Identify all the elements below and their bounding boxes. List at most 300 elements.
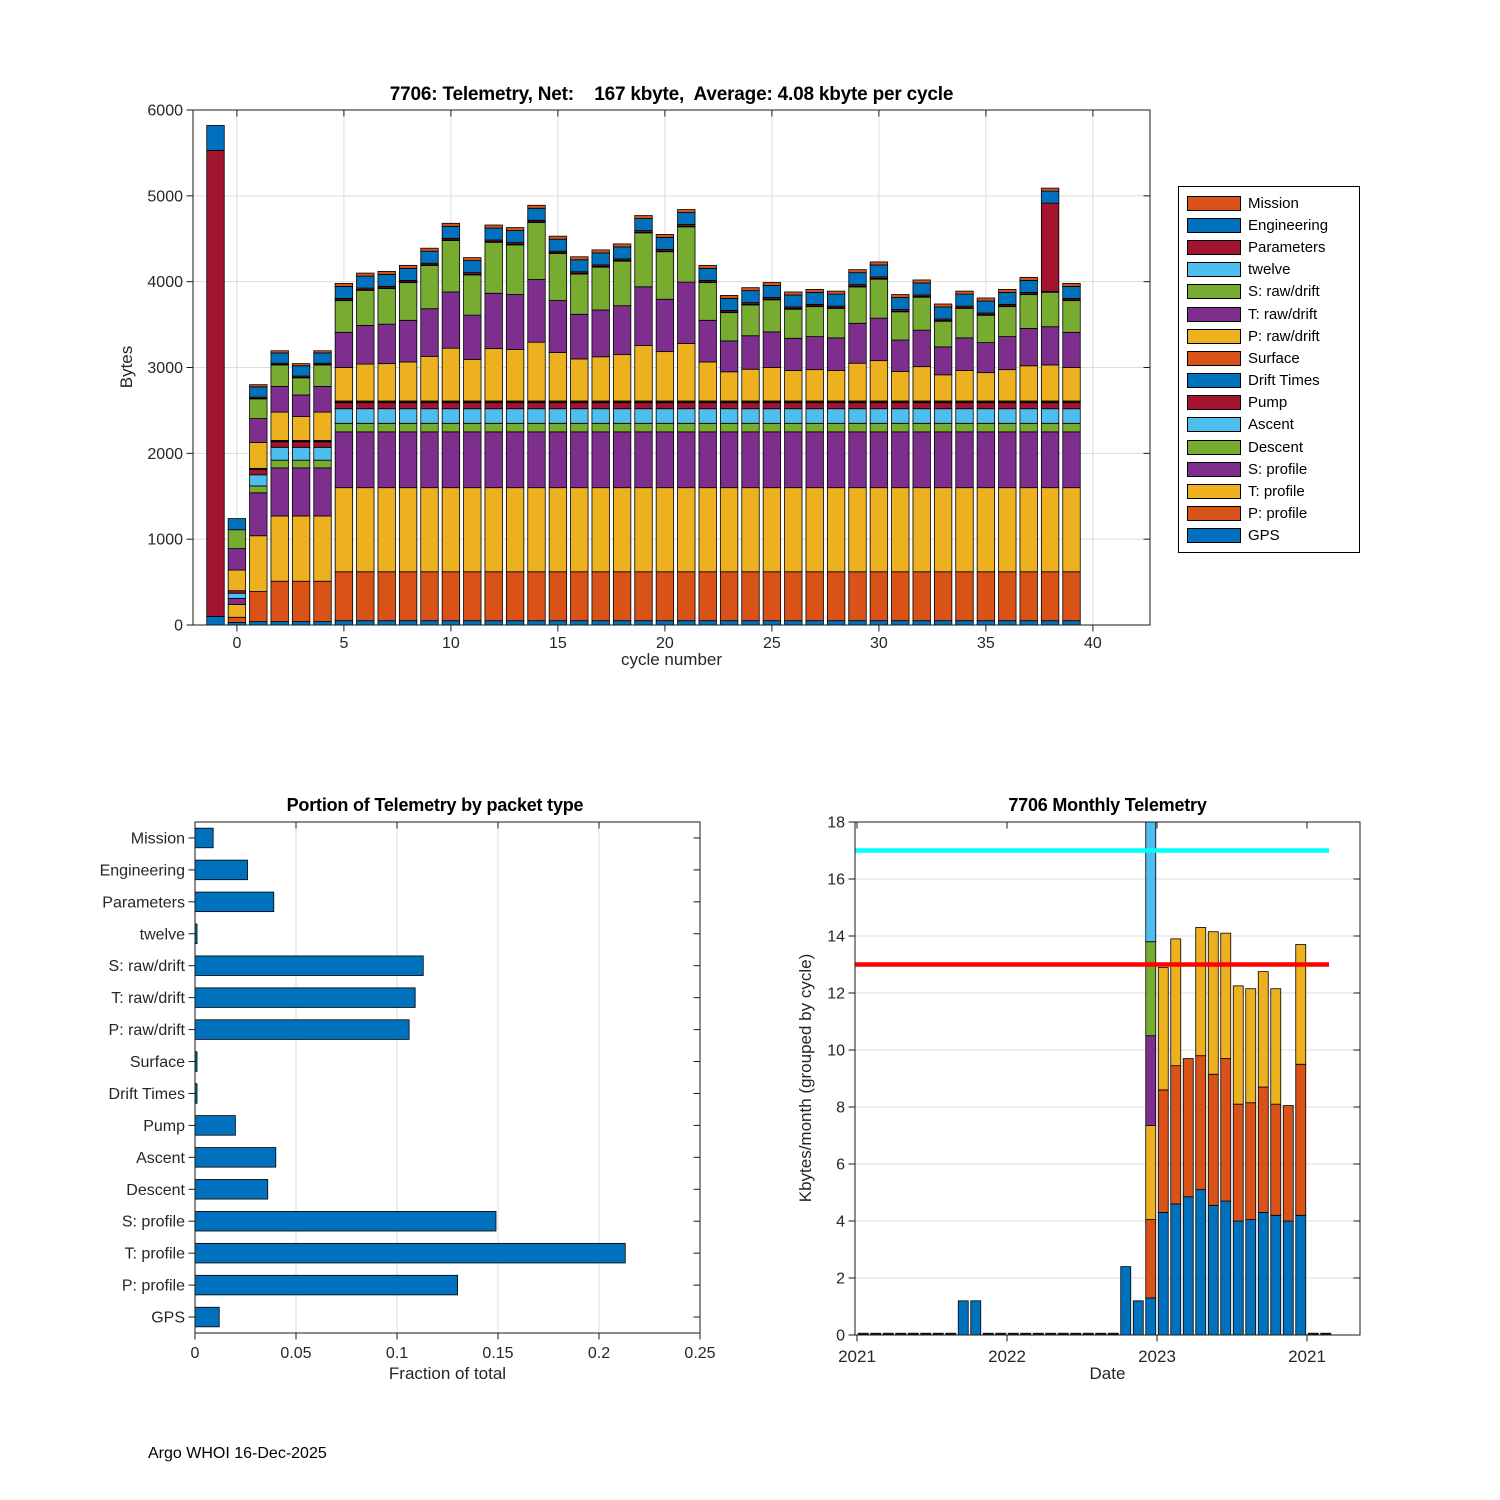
stacked-bar-segment <box>506 572 523 621</box>
stacked-bar-segment <box>1063 286 1081 298</box>
stacked-bar-segment <box>870 265 888 277</box>
stacked-bar-segment <box>827 409 845 424</box>
stacked-bar-segment <box>849 363 867 401</box>
stacked-bar-segment <box>378 271 396 274</box>
stacked-bar-segment <box>485 572 503 621</box>
h-bar <box>195 1211 496 1231</box>
monthly-bar-segment <box>1271 1104 1281 1215</box>
stacked-bar-segment <box>250 470 267 475</box>
stacked-bar-segment <box>785 621 803 625</box>
stacked-bar-segment <box>720 409 738 424</box>
stacked-bar-segment <box>1041 365 1059 401</box>
stacked-bar-segment <box>956 432 974 488</box>
monthly-bar-segment <box>1158 1090 1168 1213</box>
stacked-bar-segment <box>464 409 482 424</box>
monthly-bar-segment <box>1146 1220 1156 1298</box>
stacked-bar-segment <box>806 621 824 625</box>
stacked-bar-segment <box>421 356 439 401</box>
stacked-bar-segment <box>1020 366 1037 401</box>
legend-entry <box>1187 484 1359 500</box>
x-tick-label: 2022 <box>988 1347 1026 1366</box>
stacked-bar-segment <box>314 365 332 386</box>
stacked-bar-segment <box>485 225 503 228</box>
stacked-bar-segment <box>1020 409 1037 424</box>
stacked-bar-segment <box>549 253 567 300</box>
stacked-bar-segment <box>292 416 310 440</box>
stacked-bar-segment <box>892 371 910 401</box>
stacked-bar-segment <box>592 403 610 409</box>
stacked-bar-segment <box>892 312 910 340</box>
stacked-bar-segment <box>292 460 310 468</box>
stacked-bar-segment <box>763 432 781 488</box>
stacked-bar-segment <box>913 488 931 572</box>
y-tick-label: 8 <box>836 1099 845 1117</box>
stacked-bar-segment <box>977 373 995 401</box>
stacked-bar-segment <box>314 460 332 468</box>
y-tick-label: 0 <box>836 1327 845 1345</box>
stacked-bar-segment <box>378 423 396 432</box>
stacked-bar-segment <box>977 301 995 313</box>
stacked-bar-segment <box>934 321 952 347</box>
category-label: Mission <box>130 830 185 848</box>
legend-label: S: raw/drift <box>1248 283 1320 301</box>
legend-label: Mission <box>1248 194 1299 212</box>
stacked-bar-segment <box>870 361 888 401</box>
monthly-bar-segment <box>1296 1064 1306 1215</box>
legend-color-patch <box>1187 307 1241 322</box>
stacked-bar-segment <box>635 621 653 625</box>
category-label: T: raw/drift <box>111 990 185 1008</box>
stacked-bar-segment <box>228 519 246 530</box>
monthly-bar-segment <box>1146 822 1156 942</box>
stacked-bar-segment <box>250 443 267 469</box>
monthly-bar-segment <box>1183 1197 1193 1335</box>
stacked-bar-segment <box>442 348 460 401</box>
legend-label: Drift Times <box>1248 372 1320 390</box>
stacked-bar-segment <box>956 294 974 306</box>
stacked-bar-segment <box>892 409 910 424</box>
legend-color-patch <box>1187 284 1241 299</box>
category-label: S: raw/drift <box>108 958 185 976</box>
legend-color-patch <box>1187 528 1241 543</box>
top-chart-ylabel: Bytes <box>117 345 136 389</box>
monthly-bar-segment <box>1246 989 1256 1103</box>
x-tick-label: 15 <box>549 635 567 652</box>
stacked-bar-segment <box>421 251 439 263</box>
legend-label: Engineering <box>1248 216 1329 234</box>
stacked-bar-segment <box>464 572 482 621</box>
stacked-bar-segment <box>485 423 503 432</box>
stacked-bar-segment <box>977 298 995 301</box>
stacked-bar-segment <box>271 460 289 468</box>
monthly-bar-segment <box>1258 1212 1268 1335</box>
stacked-bar-segment <box>485 293 503 348</box>
stacked-bar-segment <box>870 279 888 318</box>
y-tick-label: 3000 <box>147 360 183 377</box>
legend-color-patch <box>1187 196 1241 211</box>
stacked-bar-segment <box>1063 409 1081 424</box>
stacked-bar-segment <box>292 366 310 376</box>
legend-label: Descent <box>1248 438 1304 456</box>
stacked-bar-segment <box>720 372 738 401</box>
stacked-bar-segment <box>785 423 803 432</box>
stacked-bar-segment <box>442 488 460 572</box>
stacked-bar-segment <box>335 409 353 424</box>
stacked-bar-segment <box>742 336 760 369</box>
x-tick-label: 20 <box>656 635 674 652</box>
stacked-bar-segment <box>870 318 888 360</box>
stacked-bar-segment <box>378 403 396 409</box>
stacked-bar-segment <box>1020 572 1037 621</box>
x-tick-label: 2021 <box>838 1347 876 1366</box>
legend-label: P: raw/drift <box>1248 327 1320 345</box>
stacked-bar-segment <box>613 423 631 432</box>
stacked-bar-segment <box>442 432 460 488</box>
stacked-bar-segment <box>613 572 631 621</box>
stacked-bar-segment <box>656 352 674 401</box>
stacked-bar-segment <box>613 306 631 355</box>
category-label: Pump <box>143 1117 185 1135</box>
stacked-bar-segment <box>1063 423 1081 432</box>
stacked-bar-segment <box>506 231 523 243</box>
stacked-bar-segment <box>399 432 417 488</box>
y-tick-label: 10 <box>827 1042 845 1060</box>
legend-label: S: profile <box>1248 460 1308 478</box>
stacked-bar-segment <box>464 359 482 401</box>
stacked-bar-segment <box>870 403 888 409</box>
legend-entry <box>1187 373 1359 389</box>
monthly-bar-segment <box>1196 1056 1206 1190</box>
y-tick-label: 2 <box>836 1270 845 1288</box>
stacked-bar-segment <box>849 273 867 285</box>
x-tick-label: 0.05 <box>280 1345 312 1362</box>
stacked-bar-segment <box>228 570 246 591</box>
stacked-bar-segment <box>399 572 417 621</box>
stacked-bar-segment <box>785 403 803 409</box>
stacked-bar-segment <box>913 432 931 488</box>
stacked-bar-segment <box>442 241 460 292</box>
stacked-bar-segment <box>913 572 931 621</box>
y-tick-label: 2000 <box>147 445 183 463</box>
stacked-bar-segment <box>785 432 803 488</box>
stacked-bar-segment <box>999 289 1017 292</box>
stacked-bar-segment <box>485 621 503 625</box>
legend-color-patch <box>1187 329 1241 344</box>
stacked-bar-segment <box>314 353 332 363</box>
y-tick-label: 6000 <box>147 102 183 120</box>
y-tick-label: 4000 <box>147 274 183 292</box>
stacked-bar-segment <box>720 295 738 298</box>
stacked-bar-segment <box>571 488 589 572</box>
category-label: twelve <box>139 926 185 944</box>
stacked-bar-segment <box>1041 572 1059 621</box>
monthly-bar-segment <box>1146 1036 1156 1126</box>
stacked-bar-segment <box>656 237 674 249</box>
stacked-bar-segment <box>956 291 974 294</box>
stacked-bar-segment <box>1020 277 1037 280</box>
stacked-bar-segment <box>528 205 546 208</box>
monthly-bar-segment <box>1146 942 1156 1036</box>
x-tick-label: 35 <box>977 635 995 652</box>
monthly-bar-segment <box>1171 939 1181 1066</box>
stacked-bar-segment <box>442 572 460 621</box>
stacked-bar-segment <box>250 592 267 622</box>
stacked-bar-segment <box>485 409 503 424</box>
stacked-bar-segment <box>977 572 995 621</box>
stacked-bar-segment <box>892 403 910 409</box>
stacked-bar-segment <box>271 622 289 625</box>
legend-label: Parameters <box>1248 238 1326 256</box>
stacked-bar-segment <box>378 409 396 424</box>
stacked-bar-segment <box>549 239 567 251</box>
category-label: T: profile <box>124 1245 185 1263</box>
monthly-bar-segment <box>1271 989 1281 1104</box>
stacked-bar-segment <box>956 308 974 338</box>
legend-label: Ascent <box>1248 416 1294 434</box>
stacked-bar-segment <box>720 341 738 372</box>
stacked-bar-segment <box>849 621 867 625</box>
stacked-bar-segment <box>678 432 696 488</box>
stacked-bar-segment <box>1020 328 1037 365</box>
stacked-bar-segment <box>228 530 246 549</box>
stacked-bar-segment <box>635 423 653 432</box>
monthly-bar-segment <box>1208 1074 1218 1205</box>
stacked-bar-segment <box>999 423 1017 432</box>
x-tick-label: 40 <box>1084 635 1102 652</box>
stacked-bar-segment <box>1063 332 1081 367</box>
stacked-bar-segment <box>678 213 696 225</box>
monthly-bar-segment <box>1221 1201 1231 1335</box>
category-label: Ascent <box>136 1149 185 1167</box>
stacked-bar-segment <box>999 403 1017 409</box>
stacked-bar-segment <box>699 403 717 409</box>
category-label: P: raw/drift <box>108 1022 185 1040</box>
x-tick-label: 0 <box>232 635 242 652</box>
x-tick-label: 30 <box>870 635 888 652</box>
stacked-bar-segment <box>849 323 867 363</box>
stacked-bar-segment <box>485 488 503 572</box>
monthly-bar-segment <box>1283 1106 1293 1221</box>
category-label: Surface <box>129 1054 185 1072</box>
stacked-bar-segment <box>827 338 845 371</box>
stacked-bar-segment <box>699 268 717 280</box>
stacked-bar-segment <box>378 274 396 286</box>
stacked-bar-segment <box>977 343 995 373</box>
h-bar <box>195 828 213 848</box>
stacked-bar-segment <box>742 423 760 432</box>
stacked-bar-segment <box>720 423 738 432</box>
stacked-bar-segment <box>549 488 567 572</box>
stacked-bar-segment <box>613 244 631 247</box>
stacked-bar-segment <box>934 304 952 307</box>
stacked-bar-segment <box>292 468 310 516</box>
stacked-bar-segment <box>827 423 845 432</box>
h-bar <box>195 1275 458 1295</box>
stacked-bar-segment <box>806 572 824 621</box>
stacked-bar-segment <box>314 447 332 460</box>
stacked-bar-segment <box>806 292 824 304</box>
legend-color-patch <box>1187 351 1241 366</box>
stacked-bar-segment <box>271 581 289 621</box>
stacked-bar-segment <box>999 432 1017 488</box>
stacked-bar-segment <box>870 423 888 432</box>
stacked-bar-segment <box>378 289 396 325</box>
stacked-bar-segment <box>635 572 653 621</box>
stacked-bar-segment <box>592 250 610 253</box>
monthly-bar-segment <box>1246 1103 1256 1220</box>
stacked-bar-segment <box>421 432 439 488</box>
stacked-bar-segment <box>271 365 289 386</box>
stacked-bar-segment <box>806 488 824 572</box>
stacked-bar-segment <box>207 150 225 616</box>
stacked-bar-segment <box>742 369 760 401</box>
stacked-bar-segment <box>785 488 803 572</box>
category-label: S: profile <box>121 1213 185 1231</box>
stacked-bar-segment <box>678 210 696 213</box>
stacked-bar-segment <box>464 275 482 315</box>
stacked-bar-segment <box>1041 292 1059 327</box>
stacked-bar-segment <box>763 488 781 572</box>
stacked-bar-segment <box>1063 403 1081 409</box>
stacked-bar-segment <box>763 403 781 409</box>
stacked-bar-segment <box>549 301 567 353</box>
stacked-bar-segment <box>228 593 246 598</box>
stacked-bar-segment <box>357 364 375 401</box>
stacked-bar-segment <box>656 299 674 351</box>
stacked-bar-segment <box>1020 423 1037 432</box>
stacked-bar-segment <box>678 343 696 401</box>
stacked-bar-segment <box>399 283 417 321</box>
stacked-bar-segment <box>827 621 845 625</box>
stacked-bar-segment <box>720 403 738 409</box>
stacked-bar-segment <box>699 265 717 268</box>
stacked-bar-segment <box>464 423 482 432</box>
stacked-bar-segment <box>934 347 952 375</box>
stacked-bar-segment <box>699 409 717 424</box>
stacked-bar-segment <box>549 572 567 621</box>
stacked-bar-segment <box>421 309 439 357</box>
stacked-bar-segment <box>378 488 396 572</box>
stacked-bar-segment <box>421 488 439 572</box>
stacked-bar-segment <box>742 403 760 409</box>
x-tick-label: 0.1 <box>385 1345 409 1362</box>
stacked-bar-segment <box>699 572 717 621</box>
stacked-bar-segment <box>292 378 310 395</box>
stacked-bar-segment <box>656 432 674 488</box>
portion-chart-xlabel: Fraction of total <box>388 1364 507 1383</box>
stacked-bar-segment <box>421 403 439 409</box>
stacked-bar-segment <box>1041 423 1059 432</box>
stacked-bar-segment <box>549 403 567 409</box>
stacked-bar-segment <box>892 298 910 310</box>
stacked-bar-segment <box>635 403 653 409</box>
stacked-bar-segment <box>720 572 738 621</box>
stacked-bar-segment <box>1041 191 1059 203</box>
stacked-bar-segment <box>999 292 1017 304</box>
stacked-bar-segment <box>678 403 696 409</box>
stacked-bar-segment <box>506 423 523 432</box>
legend-color-patch <box>1187 395 1241 410</box>
stacked-bar-segment <box>613 409 631 424</box>
stacked-bar-segment <box>678 409 696 424</box>
stacked-bar-segment <box>506 295 523 350</box>
stacked-bar-segment <box>464 261 482 273</box>
stacked-bar-segment <box>250 387 267 397</box>
stacked-bar-segment <box>506 488 523 572</box>
monthly-bar-segment <box>1196 927 1206 1055</box>
stacked-bar-segment <box>528 403 546 409</box>
top-chart-xlabel: cycle number <box>620 650 723 669</box>
stacked-bar-segment <box>870 488 888 572</box>
stacked-bar-segment <box>335 488 353 572</box>
stacked-bar-segment <box>571 432 589 488</box>
footer-text: Argo WHOI 16-Dec-2025 <box>148 1445 327 1462</box>
stacked-bar-segment <box>399 362 417 401</box>
stacked-bar-segment <box>678 227 696 282</box>
stacked-bar-segment <box>678 488 696 572</box>
stacked-bar-segment <box>1063 301 1081 333</box>
stacked-bar-segment <box>1041 488 1059 572</box>
stacked-bar-segment <box>506 403 523 409</box>
stacked-bar-segment <box>421 621 439 625</box>
legend-entry <box>1187 417 1359 433</box>
top-chart-title: 7706: Telemetry, Net: 167 kbyte, Average: 4.08 kbyte per cycle <box>389 84 954 105</box>
x-tick-label: 10 <box>442 635 460 652</box>
stacked-bar-segment <box>549 432 567 488</box>
x-tick-label: 25 <box>763 635 781 652</box>
stacked-bar-segment <box>399 268 417 280</box>
stacked-bar-segment <box>1041 203 1059 291</box>
stacked-bar-segment <box>292 516 310 581</box>
stacked-bar-segment <box>378 432 396 488</box>
stacked-bar-segment <box>699 423 717 432</box>
stacked-bar-segment <box>785 371 803 401</box>
stacked-bar-segment <box>399 265 417 268</box>
stacked-bar-segment <box>892 432 910 488</box>
stacked-bar-segment <box>999 488 1017 572</box>
y-tick-label: 6 <box>836 1156 845 1174</box>
stacked-bar-segment <box>892 295 910 298</box>
stacked-bar-segment <box>870 262 888 265</box>
stacked-bar-segment <box>528 488 546 572</box>
stacked-bar-segment <box>720 298 738 310</box>
stacked-bar-segment <box>849 287 867 323</box>
stacked-bar-segment <box>635 488 653 572</box>
stacked-bar-segment <box>913 330 931 366</box>
stacked-bar-segment <box>1063 572 1081 621</box>
stacked-bar-segment <box>913 297 931 330</box>
stacked-bar-segment <box>250 486 267 493</box>
stacked-bar-segment <box>271 442 289 448</box>
stacked-bar-segment <box>656 403 674 409</box>
legend-color-patch <box>1187 262 1241 277</box>
stacked-bar-segment <box>506 409 523 424</box>
monthly-bar-segment <box>1208 932 1218 1075</box>
stacked-bar-segment <box>999 370 1017 401</box>
y-tick-label: 5000 <box>147 188 183 206</box>
stacked-bar-segment <box>314 622 332 625</box>
stacked-bar-segment <box>485 349 503 401</box>
stacked-bar-segment <box>999 621 1017 625</box>
stacked-bar-segment <box>913 283 931 295</box>
monthly-chart-title: 7706 Monthly Telemetry <box>1008 795 1207 815</box>
stacked-bar-segment <box>1063 432 1081 488</box>
stacked-bar-segment <box>699 362 717 401</box>
stacked-bar-segment <box>635 216 653 219</box>
stacked-bar-segment <box>357 572 375 621</box>
stacked-bar-segment <box>763 621 781 625</box>
stacked-bar-segment <box>849 403 867 409</box>
